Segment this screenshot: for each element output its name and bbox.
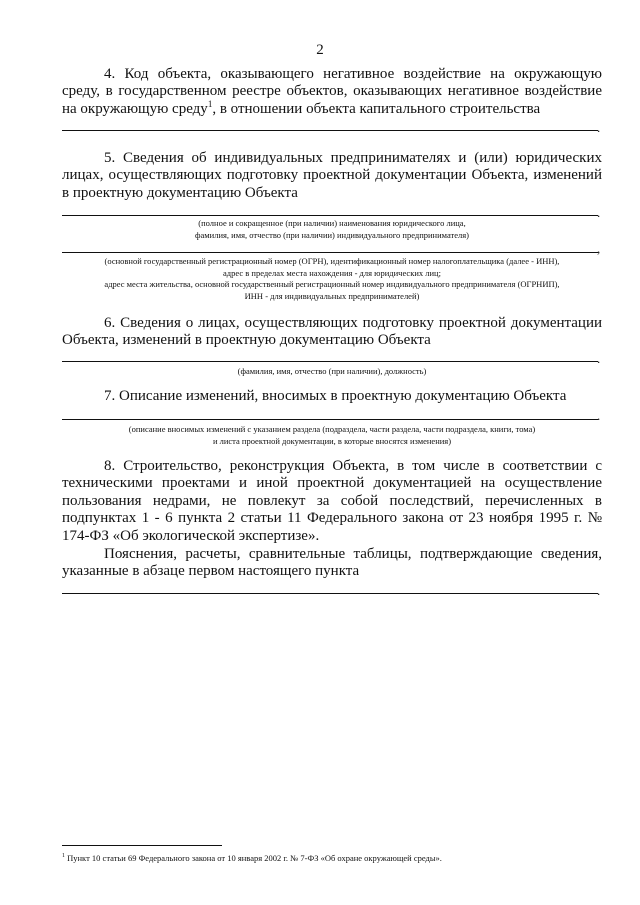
section-7-caption [62,424,602,447]
section-8-line-end: . [597,583,601,598]
section-5-text: 5. Сведения об индивидуальных предпринимателях и (или) юридических лицах, осуществляющих подготовку проектной документации Объекта, изменений в проектную документацию Объекта [62,150,602,201]
section-5-caption-1 [62,218,602,241]
section-5-line-end-2: , [597,241,601,256]
footnote-separator [62,845,222,846]
caption-line: (полное и сокращенное (при наличии) наименования юридического лица, [198,218,466,228]
section-4-fill-line[interactable] [62,130,598,131]
section-8-fill-line[interactable] [62,593,598,594]
section-5-caption-2 [62,256,602,302]
section-5-line-end-1: . [597,205,601,220]
section-6-line-end: . [597,351,601,366]
section-6-fill-line[interactable] [62,361,598,362]
section-4-line-end: . [597,120,601,135]
caption-line: адрес места жительства, основной государственный регистрационный номер индивидуального предпринимателя (ОГРНИП), [104,279,560,289]
footnote-text: Пункт 10 статьи 69 Федерального закона от 10 января 2002 г. № 7-ФЗ «Об охране окружающей среды». [65,852,442,863]
section-7-line-end: . [597,408,601,423]
section-7-text: 7. Описание изменений, вносимых в проектную документацию Объекта [104,388,567,404]
section-6-text: 6. Сведения о лицах, осуществляющих подготовку проектной документации Объекта, изменений в проектную документацию Объекта [62,315,602,349]
section-8-text: 8. Строительство, реконструкция Объекта, в том числе в соответствии с техническими проектами и иной проектной документацией на осуществление пользования недрами, не повлекут за собой последствий, перечисленных в подпунктах 1 - 6 пункта 2 статьи 11 Федерального закона от 23 ноября 1995 г. № 174-ФЗ «Об экологической экспертизе». [62,458,602,544]
section-7-fill-line[interactable] [62,419,598,420]
caption-line: адрес в пределах места нахождения - для юридических лиц; [223,267,441,278]
section-4-text-tail: , в отношении объекта капитального строительства [212,100,541,117]
section-4-text [62,66,602,118]
section-5-fill-line-2[interactable] [62,252,598,253]
caption-line: ИНН - для индивидуальных предпринимателей) [244,290,420,301]
footnote [62,851,602,864]
caption-line: фамилия, имя, отчество (при наличии) индивидуального предпринимателя) [195,229,469,240]
caption-line: (основной государственный регистрационный номер (ОГРН), идентификационный номер налогоплательщика (далее - ИНН), [104,256,560,266]
caption-line: (описание вносимых изменений с указанием раздела (подраздела, части раздела, части подраздела, книги, тома) [128,424,536,434]
caption-line: и листа проектной документации, в которые вносятся изменения) [212,435,452,446]
section-5-fill-line-1[interactable] [62,215,598,216]
section-8-explanation: Пояснения, расчеты, сравнительные таблицы, подтверждающие сведения, указанные в абзаце первом настоящего пункта [62,546,602,580]
section-4-text-main: 4. Код объекта, оказывающего негативное воздействие на окружающую среду, в государственном реестре объектов, оказывающих негативное воздействие на окружающую среду [62,66,602,117]
section-6-caption: (фамилия, имя, отчество (при наличии), должность) [237,366,427,376]
footnote-reference: 1 [207,98,213,109]
page-number: 2 [316,42,324,58]
footnote-marker: 1 [62,853,65,859]
